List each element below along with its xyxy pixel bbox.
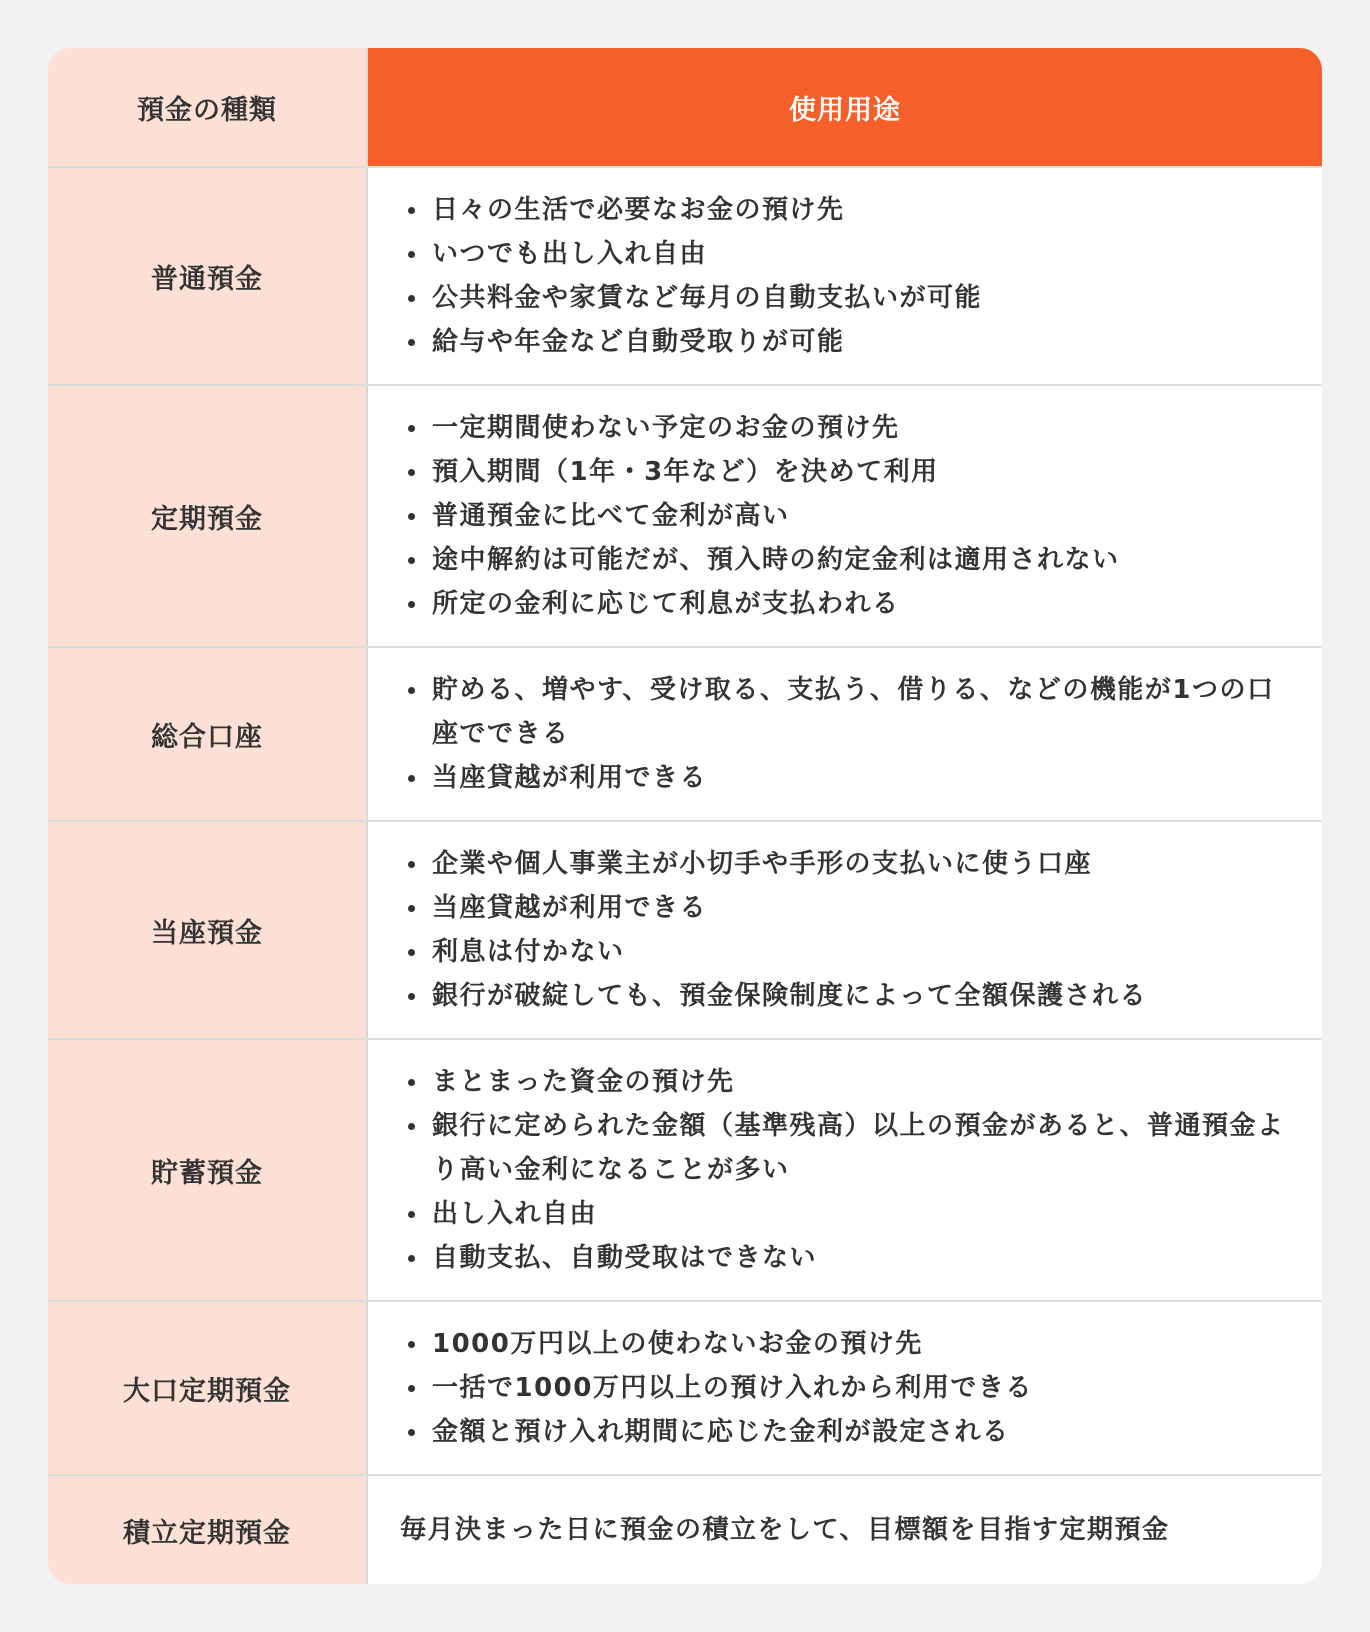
table-header-row bbox=[48, 48, 1322, 166]
usage-item: 1000万円以上の使わないお金の預け先 bbox=[400, 1322, 1298, 1366]
usage-item: 一定期間使わない予定のお金の預け先 bbox=[400, 406, 1298, 450]
deposit-type-name: 大口定期預金 bbox=[48, 1302, 368, 1474]
usage-item: 日々の生活で必要なお金の預け先 bbox=[400, 188, 1298, 232]
table-row bbox=[48, 646, 1322, 820]
usage-list bbox=[400, 406, 1298, 626]
deposit-types-table bbox=[48, 48, 1322, 1584]
deposit-type-name: 当座預金 bbox=[48, 822, 368, 1038]
usage-item: 当座貸越が利用できる bbox=[400, 756, 1298, 800]
usage-list bbox=[400, 842, 1298, 1018]
usage-list bbox=[400, 1322, 1298, 1454]
usage-list bbox=[400, 188, 1298, 364]
usage-item: 途中解約は可能だが、預入時の約定金利は適用されない bbox=[400, 538, 1298, 582]
table-row bbox=[48, 1300, 1322, 1474]
usage-cell bbox=[368, 1476, 1322, 1584]
usage-item: 企業や個人事業主が小切手や手形の支払いに使う口座 bbox=[400, 842, 1298, 886]
usage-cell bbox=[368, 168, 1322, 384]
deposit-type-name: 定期預金 bbox=[48, 386, 368, 646]
usage-item: 出し入れ自由 bbox=[400, 1192, 1298, 1236]
deposit-type-name: 貯蓄預金 bbox=[48, 1040, 368, 1300]
usage-item: まとまった資金の預け先 bbox=[400, 1060, 1298, 1104]
usage-item: 貯める、増やす、受け取る、支払う、借りる、などの機能が1つの口座でできる bbox=[400, 668, 1298, 756]
usage-item: 銀行に定められた金額（基準残高）以上の預金があると、普通預金より高い金利になることが多い bbox=[400, 1104, 1298, 1192]
usage-item: 所定の金利に応じて利息が支払われる bbox=[400, 582, 1298, 626]
header-deposit-type: 預金の種類 bbox=[48, 48, 368, 166]
table-row bbox=[48, 166, 1322, 384]
deposit-type-name: 積立定期預金 bbox=[48, 1476, 368, 1584]
usage-list bbox=[400, 1060, 1298, 1280]
table-row bbox=[48, 1474, 1322, 1584]
usage-item: 当座貸越が利用できる bbox=[400, 886, 1298, 930]
usage-cell bbox=[368, 1040, 1322, 1300]
usage-item: 利息は付かない bbox=[400, 930, 1298, 974]
usage-cell bbox=[368, 648, 1322, 820]
header-usage: 使用用途 bbox=[368, 48, 1322, 166]
usage-item: 給与や年金など自動受取りが可能 bbox=[400, 320, 1298, 364]
usage-item: 公共料金や家賃など毎月の自動支払いが可能 bbox=[400, 276, 1298, 320]
usage-cell bbox=[368, 1302, 1322, 1474]
usage-list bbox=[400, 668, 1298, 800]
table-row bbox=[48, 384, 1322, 646]
usage-item: 銀行が破綻しても、預金保険制度によって全額保護される bbox=[400, 974, 1298, 1018]
usage-item: 一括で1000万円以上の預け入れから利用できる bbox=[400, 1366, 1298, 1410]
usage-item: 普通預金に比べて金利が高い bbox=[400, 494, 1298, 538]
deposit-type-name: 総合口座 bbox=[48, 648, 368, 820]
usage-text: 毎月決まった日に預金の積立をして、目標額を目指す定期預金 bbox=[400, 1515, 1170, 1545]
usage-cell bbox=[368, 386, 1322, 646]
usage-item: 預入期間（1年・3年など）を決めて利用 bbox=[400, 450, 1298, 494]
usage-item: いつでも出し入れ自由 bbox=[400, 232, 1298, 276]
table-row bbox=[48, 820, 1322, 1038]
table-row bbox=[48, 1038, 1322, 1300]
deposit-type-name: 普通預金 bbox=[48, 168, 368, 384]
usage-cell bbox=[368, 822, 1322, 1038]
usage-item: 自動支払、自動受取はできない bbox=[400, 1236, 1298, 1280]
usage-item: 金額と預け入れ期間に応じた金利が設定される bbox=[400, 1410, 1298, 1454]
